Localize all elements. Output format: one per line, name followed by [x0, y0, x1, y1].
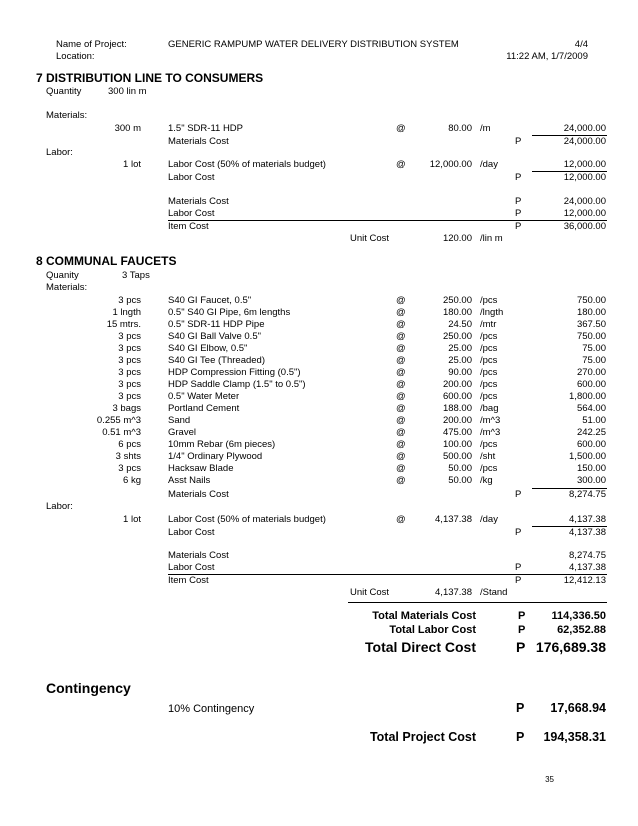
description: S40 GI Faucet, 0.5"	[168, 295, 252, 306]
section7-labor-label: Labor:	[46, 147, 73, 158]
unit-price: 25.00	[448, 355, 472, 366]
total-project-label: Total Project Cost	[369, 730, 476, 744]
unit: /bag	[480, 403, 499, 414]
amount: 750.00	[576, 295, 606, 306]
project-label: Name of Project:	[56, 39, 127, 50]
unit-price: 90.00	[448, 367, 472, 378]
total-materials-amount: 114,336.50	[551, 610, 606, 622]
section7-quantity-value: 300 lin m	[108, 86, 147, 97]
description: 1/4" Ordinary Plywood	[168, 451, 263, 462]
total-direct-label: Total Direct Cost	[365, 639, 476, 655]
peso-sign: P	[518, 624, 526, 636]
unit-cost-value: 4,137.38	[435, 587, 472, 598]
qty: 3 shts	[115, 451, 141, 462]
peso-sign: P	[515, 172, 522, 183]
unit-price: 50.00	[448, 475, 472, 486]
peso-sign: P	[515, 575, 522, 586]
at-sign: @	[396, 403, 406, 414]
unit: /pcs	[480, 331, 498, 342]
qty: 0.255 m^3	[96, 415, 141, 426]
summary-rule	[168, 220, 607, 221]
qty: 3 pcs	[118, 355, 141, 366]
at-sign: @	[396, 123, 406, 134]
peso-sign: P	[515, 221, 522, 232]
description: Asst Nails	[168, 475, 211, 486]
at-sign: @	[396, 355, 406, 366]
summary-label: Materials Cost	[168, 196, 229, 207]
unit-price: 24.50	[448, 319, 472, 330]
qty: 1 lot	[123, 159, 141, 170]
unit-price: 80.00	[448, 123, 472, 134]
at-sign: @	[396, 415, 406, 426]
at-sign: @	[396, 439, 406, 450]
page-count: 4/4	[574, 39, 588, 50]
at-sign: @	[396, 514, 406, 525]
unit: /pcs	[480, 367, 498, 378]
amount: 367.50	[576, 319, 606, 330]
at-sign: @	[396, 463, 406, 474]
description: 0.5" SDR-11 HDP Pipe	[168, 319, 265, 330]
total-project-amount: 194,358.31	[543, 730, 606, 744]
unit-price: 200.00	[442, 415, 472, 426]
amount: 150.00	[576, 463, 606, 474]
summary-amount: 24,000.00	[563, 196, 606, 207]
summary-label: Materials Cost	[168, 550, 229, 561]
qty: 3 pcs	[118, 331, 141, 342]
unit-cost-unit: /lin m	[480, 233, 503, 244]
amount: 600.00	[576, 379, 606, 390]
qty: 15 mtrs.	[106, 319, 141, 330]
unit-price: 25.00	[448, 343, 472, 354]
contingency-label: 10% Contingency	[168, 703, 255, 715]
contingency-title: Contingency	[46, 680, 131, 696]
summary-rule	[168, 574, 607, 575]
description: 1.5" SDR-11 HDP	[168, 123, 243, 134]
summary-label: Item Cost	[168, 221, 209, 232]
description: S40 GI Tee (Threaded)	[168, 355, 265, 366]
peso-sign: P	[516, 701, 525, 715]
unit: /pcs	[480, 463, 498, 474]
qty: 1 lot	[123, 514, 141, 525]
unit: /m^3	[480, 427, 501, 438]
at-sign: @	[396, 379, 406, 390]
datetime: 11:22 AM, 1/7/2009	[506, 51, 588, 62]
amount: 242.25	[576, 427, 606, 438]
at-sign: @	[396, 159, 406, 170]
total-labor-amount: 62,352.88	[557, 624, 606, 636]
peso-sign: P	[516, 730, 525, 744]
unit: /pcs	[480, 343, 498, 354]
qty: 3 pcs	[118, 295, 141, 306]
amount: 24,000.00	[563, 123, 606, 134]
unit-price: 12,000.00	[429, 159, 472, 170]
unit: /mtr	[480, 319, 497, 330]
section8-materials-label: Materials:	[46, 282, 88, 293]
description: S40 GI Ball Valve 0.5"	[168, 331, 261, 342]
section8-labor-cost-label: Labor Cost	[168, 527, 215, 538]
section7-labor-cost-label: Labor Cost	[168, 172, 215, 183]
unit: /m	[480, 123, 491, 134]
unit: /pcs	[480, 391, 498, 402]
summary-amount: 36,000.00	[563, 221, 606, 232]
description: Portland Cement	[168, 403, 240, 414]
unit: /pcs	[480, 379, 498, 390]
qty: 3 pcs	[118, 379, 141, 390]
at-sign: @	[396, 391, 406, 402]
unit: /day	[480, 159, 498, 170]
qty: 6 kg	[123, 475, 141, 486]
unit-price: 50.00	[448, 463, 472, 474]
section7-quantity-label: Quantity	[46, 86, 82, 97]
unit: /m^3	[480, 415, 501, 426]
summary-amount: 12,412.13	[563, 575, 606, 586]
unit: /day	[480, 514, 498, 525]
at-sign: @	[396, 295, 406, 306]
at-sign: @	[396, 319, 406, 330]
section7-title: 7 DISTRIBUTION LINE TO CONSUMERS	[36, 71, 264, 85]
amount: 180.00	[576, 307, 606, 318]
section8-labor-cost-amount: 4,137.38	[569, 527, 606, 538]
peso-sign: P	[515, 136, 522, 147]
at-sign: @	[396, 427, 406, 438]
unit-cost-label: Unit Cost	[350, 233, 390, 244]
qty: 300 m	[114, 123, 141, 134]
unit: /sht	[480, 451, 496, 462]
description: HDP Compression Fitting (0.5")	[168, 367, 301, 378]
unit-price: 250.00	[442, 295, 472, 306]
peso-sign: P	[515, 208, 522, 219]
peso-sign: P	[518, 610, 526, 622]
amount: 4,137.38	[569, 514, 606, 525]
at-sign: @	[396, 331, 406, 342]
amount: 270.00	[576, 367, 606, 378]
peso-sign: P	[515, 489, 522, 500]
unit-price: 600.00	[442, 391, 472, 402]
summary-label: Labor Cost	[168, 562, 215, 573]
description: 0.5" Water Meter	[168, 391, 240, 402]
summary-label: Labor Cost	[168, 208, 215, 219]
qty: 3 pcs	[118, 463, 141, 474]
section7-materials-label: Materials:	[46, 110, 88, 121]
at-sign: @	[396, 367, 406, 378]
peso-sign: P	[515, 196, 522, 207]
description: HDP Saddle Clamp (1.5" to 0.5")	[168, 379, 306, 390]
contingency-amount: 17,668.94	[550, 701, 606, 715]
section8-quantity-value: 3 Taps	[122, 270, 150, 281]
qty: 3 pcs	[118, 391, 141, 402]
total-labor-label: Total Labor Cost	[389, 624, 476, 636]
unit-price: 180.00	[442, 307, 472, 318]
peso-sign: P	[515, 527, 522, 538]
amount: 300.00	[576, 475, 606, 486]
unit: /lngth	[480, 307, 504, 318]
amount: 750.00	[576, 331, 606, 342]
unit-price: 500.00	[442, 451, 472, 462]
summary-amount: 4,137.38	[569, 562, 606, 573]
summary-amount: 8,274.75	[569, 550, 606, 561]
unit-price: 250.00	[442, 331, 472, 342]
totals-rule	[348, 602, 607, 603]
unit: /pcs	[480, 355, 498, 366]
project-value: GENERIC RAMPUMP WATER DELIVERY DISTRIBUTION SYSTEM	[168, 39, 459, 50]
section7-labor-cost-amount: 12,000.00	[563, 172, 606, 183]
amount: 600.00	[576, 439, 606, 450]
unit: /pcs	[480, 439, 498, 450]
unit-cost-unit: /Stand	[480, 587, 508, 598]
amount: 75.00	[582, 343, 606, 354]
amount: 51.00	[582, 415, 606, 426]
description: Sand	[168, 415, 191, 426]
section8-labor-label: Labor:	[46, 501, 73, 512]
qty: 6 pcs	[118, 439, 141, 450]
amount: 75.00	[582, 355, 606, 366]
summary-label: Item Cost	[168, 575, 209, 586]
peso-sign: P	[516, 639, 526, 655]
section8-title: 8 COMMUNAL FAUCETS	[36, 254, 177, 268]
unit: /kg	[480, 475, 493, 486]
unit-price: 188.00	[442, 403, 472, 414]
total-materials-label: Total Materials Cost	[372, 610, 476, 622]
section7-materials-cost-amount: 24,000.00	[563, 136, 606, 147]
qty: 3 bags	[112, 403, 141, 414]
at-sign: @	[396, 307, 406, 318]
section8-materials-cost-label: Materials Cost	[168, 489, 229, 500]
qty: 3 pcs	[118, 367, 141, 378]
description: 0.5" S40 GI Pipe, 6m lengths	[168, 307, 291, 318]
description: 10mm Rebar (6m pieces)	[168, 439, 276, 450]
amount: 12,000.00	[563, 159, 606, 170]
qty: 0.51 m^3	[102, 427, 141, 438]
unit-price: 100.00	[442, 439, 472, 450]
unit-price: 4,137.38	[435, 514, 472, 525]
qty: 1 lngth	[112, 307, 141, 318]
description: Gravel	[168, 427, 196, 438]
amount: 1,800.00	[569, 391, 606, 402]
unit-cost-value: 120.00	[442, 233, 472, 244]
peso-sign: P	[515, 562, 522, 573]
total-direct-amount: 176,689.38	[535, 639, 606, 655]
location-label: Location:	[56, 51, 95, 62]
section8-quantity-label: Quanity	[46, 270, 79, 281]
page-number: 35	[545, 775, 554, 784]
description: Labor Cost (50% of materials budget)	[168, 514, 326, 525]
unit-price: 200.00	[442, 379, 472, 390]
at-sign: @	[396, 475, 406, 486]
at-sign: @	[396, 451, 406, 462]
unit-cost-label: Unit Cost	[350, 587, 390, 598]
description: Labor Cost (50% of materials budget)	[168, 159, 326, 170]
amount: 1,500.00	[569, 451, 606, 462]
unit-price: 475.00	[442, 427, 472, 438]
unit: /pcs	[480, 295, 498, 306]
summary-amount: 12,000.00	[563, 208, 606, 219]
description: S40 GI Elbow, 0.5"	[168, 343, 248, 354]
qty: 3 pcs	[118, 343, 141, 354]
section8-materials-cost-amount: 8,274.75	[569, 489, 606, 500]
at-sign: @	[396, 343, 406, 354]
section7-materials-cost-label: Materials Cost	[168, 136, 229, 147]
description: Hacksaw Blade	[168, 463, 234, 474]
amount: 564.00	[576, 403, 606, 414]
